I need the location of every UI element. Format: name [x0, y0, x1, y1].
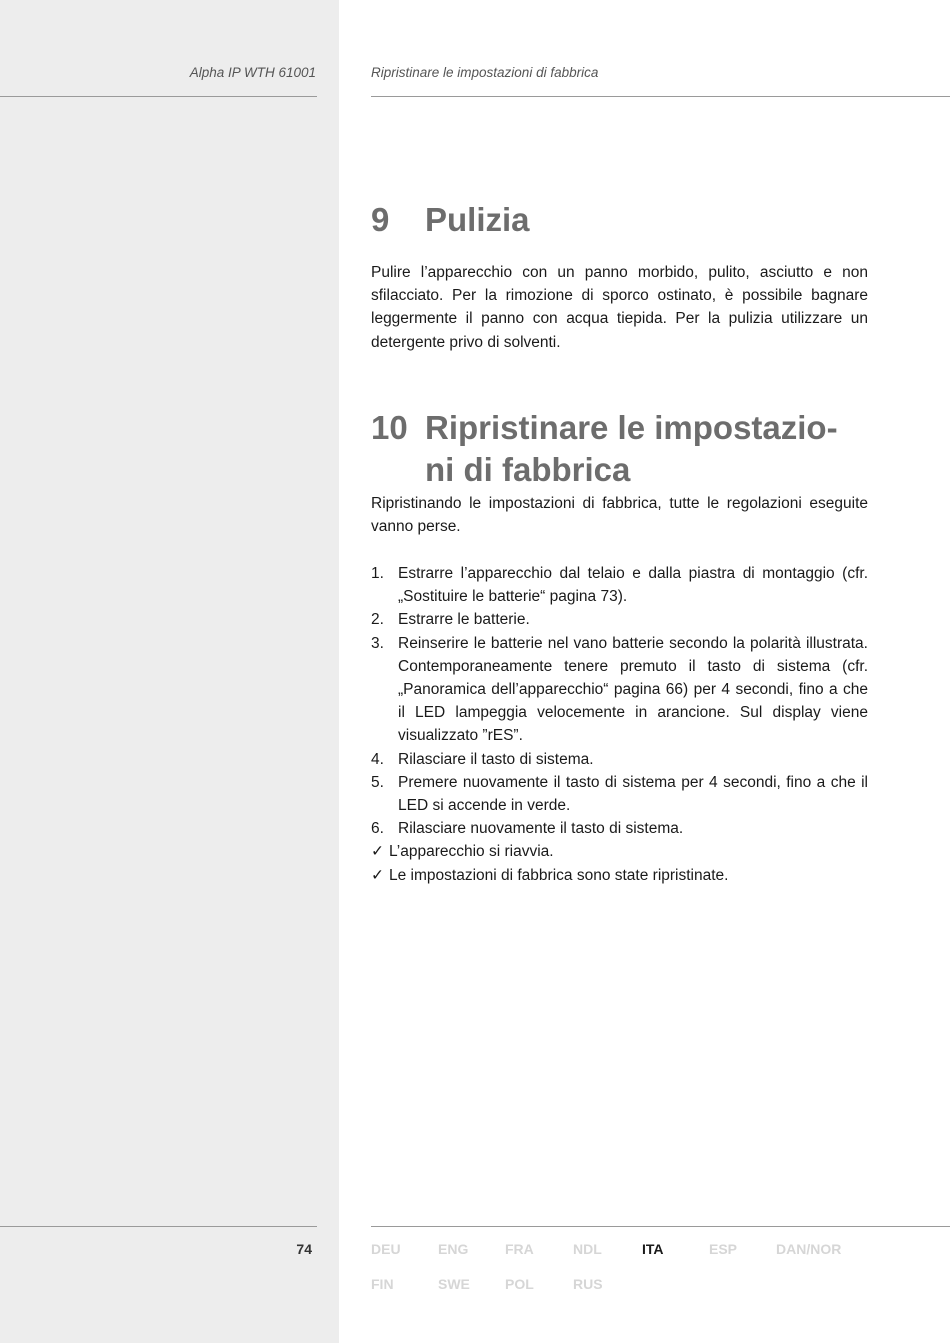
step-item: 3. Reinserire le batterie nel vano batterie secondo la polarità illustrata. Contemporaneamente tenere premuto il tasto di sistema (cfr. „Panoramica dell’apparecchio“ pagina 66) per 4 secondi, fino a che il LED lampeggia velocemente in arancione. Sul display viene visualizzato ”rES”.	[371, 634, 868, 745]
page-number: 74	[296, 1241, 312, 1257]
section-10-title-line1: Ripristinare le impostazio-	[425, 409, 838, 446]
result-item: ✓ L’apparecchio si riavvia.	[371, 840, 868, 863]
step-item: 5. Premere nuovamente il tasto di sistema per 4 secondi, fino a che il LED si accende in verde.	[371, 773, 868, 815]
language-dan-nor[interactable]: DAN/NOR	[776, 1241, 842, 1257]
reset-steps-list	[371, 562, 868, 887]
footer-rule-left	[0, 1226, 317, 1227]
check-icon: ✓	[371, 866, 384, 884]
language-ndl[interactable]: NDL	[573, 1241, 602, 1257]
left-margin-panel	[0, 0, 339, 1343]
language-eng[interactable]: ENG	[438, 1241, 469, 1257]
header-rule-left	[0, 96, 317, 97]
step-item: 4. Rilasciare il tasto di sistema.	[371, 750, 594, 768]
section-9-heading	[371, 199, 530, 241]
header-product-name: Alpha IP WTH 61001	[189, 65, 316, 80]
language-fra[interactable]: FRA	[505, 1241, 534, 1257]
language-fin[interactable]: FIN	[371, 1276, 394, 1292]
section-10-heading	[371, 407, 838, 491]
check-icon: ✓	[371, 843, 384, 861]
step-item: 1. Estrarre l’apparecchio dal telaio e dalla piastra di montaggio (cfr. „Sostituire le batterie“ pagina 73).	[371, 565, 868, 606]
section-9-number: 9	[371, 201, 390, 238]
section-10-title-line2: ni di fabbrica	[425, 451, 631, 488]
result-item: ✓ Le impostazioni di fabbrica sono state ripristinate.	[371, 864, 868, 887]
header-chapter-title: Ripristinare le impostazioni di fabbrica	[371, 65, 599, 80]
step-item: 6. Rilasciare nuovamente il tasto di sistema.	[371, 820, 684, 838]
language-pol[interactable]: POL	[505, 1276, 534, 1292]
section-10-number: 10	[371, 409, 408, 446]
header-rule-right	[371, 96, 950, 97]
language-swe[interactable]: SWE	[438, 1276, 470, 1292]
language-esp[interactable]: ESP	[709, 1241, 738, 1257]
language-rus[interactable]: RUS	[573, 1276, 603, 1292]
language-ita-active[interactable]: ITA	[642, 1241, 664, 1257]
language-deu[interactable]: DEU	[371, 1241, 401, 1257]
step-item: 2. Estrarre le batterie.	[371, 611, 530, 629]
section-10-intro: Ripristinando le impostazioni di fabbrica, tutte le regolazioni eseguite vanno perse.	[371, 495, 868, 536]
footer-rule-right	[371, 1226, 950, 1227]
section-9-title: Pulizia	[425, 201, 530, 238]
section-9-body: Pulire l’apparecchio con un panno morbido, pulito, asciutto e non sfilacciato. Per la rimozione di sporco ostinato, è possibile bagnare leggermente il panno con acqua tiepida. Per la pulizia utilizzare un detergente privo di solventi.	[371, 264, 868, 351]
